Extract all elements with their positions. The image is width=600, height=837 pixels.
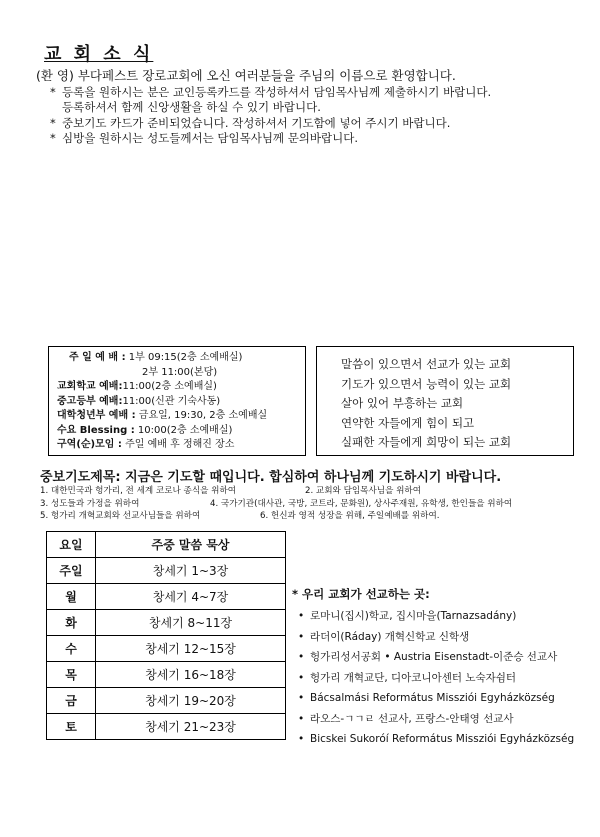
mission-title: * 우리 교회가 선교하는 곳: (292, 587, 430, 601)
worship-row: 구역(순)모임 : 주일 예배 후 정해진 장소 (57, 439, 235, 450)
table-row: 금 창세기 19~20장 (47, 688, 286, 714)
prayer-item: 1. 대한민국과 헝가리, 전 세계 코로나 종식을 위하여 (40, 486, 237, 496)
table-header-row (47, 532, 286, 558)
worship-row: 대학청년부 예배 : 금요일, 19:30, 2층 소예배실 (57, 410, 268, 421)
list-item: • Bicskei Sukoróí Református Missziói Egyházközség (298, 733, 575, 745)
prayer-item: 2. 교회와 담임목사님을 위하여 (305, 486, 422, 496)
welcome-text: (환 영) 부다페스트 장로교회에 오신 여러분들을 주님의 이름으로 환영합니다. (36, 68, 456, 83)
worship-row: 수요 Blessing : 10:00(2층 소예배실) (57, 424, 233, 436)
prayer-title: 중보기도제목: 지금은 기도할 때입니다. 합심하여 하나님께 기도하시기 바랍니다. (40, 470, 502, 485)
table-row: 주일 창세기 1~3장 (47, 558, 286, 584)
church-vision-box (316, 346, 574, 456)
notice-item: * 중보기도 카드가 준비되었습니다. 작성하셔서 기도함에 넣어 주시기 바랍니다. (50, 116, 451, 130)
list-item: • 라오스-ㄱㄱㄹ 선교사, 프랑스-안태영 선교사 (298, 712, 514, 725)
table-row: 토 창세기 21~23장 (47, 714, 286, 740)
prayer-item: 3. 성도들과 가정을 위하여 (40, 498, 140, 509)
page-title: 교 회 소 식 (44, 44, 154, 65)
vision-line: 살아 있어 부흥하는 교회 (341, 396, 464, 410)
vision-line: 말씀이 있으면서 선교가 있는 교회 (341, 357, 512, 371)
table-row: 화 창세기 8~11장 (47, 610, 286, 636)
worship-row: 주 일 예 배 : 1부 09:15(2층 소예배실) (69, 352, 243, 363)
notice-item: * 심방을 원하시는 성도들께서는 담임목사님께 문의바랍니다. (50, 131, 358, 145)
list-item: • 헝가리 개혁교단, 디아코니아센터 노숙자쉼터 (298, 671, 517, 684)
notice-item: 등록하셔서 함께 신앙생활을 하실 수 있기 바랍니다. (62, 100, 321, 114)
vision-line: 실패한 자들에게 희망이 되는 교회 (341, 435, 512, 449)
header-day: 요일 (47, 532, 96, 558)
meditation-table (46, 531, 286, 740)
worship-row: 중고등부 예배:11:00(신관 기숙사동) (57, 395, 221, 407)
notice-item: * 등록을 원하시는 분은 교인등록카드를 작성하셔서 담임목사님께 제출하시기 바랍니다. (50, 85, 492, 99)
table-row: 월 창세기 4~7장 (47, 584, 286, 610)
worship-row: 교회학교 예배:11:00(2층 소예배실) (57, 381, 217, 392)
header-reading: 주중 말씀 묵상 (96, 532, 286, 558)
list-item: • 로마니(집시)학교, 집시마을(Tarnazsadány) (298, 610, 517, 622)
list-item: • Bácsalmási Református Missziói Egyházközség (298, 692, 555, 704)
prayer-list (40, 485, 580, 525)
prayer-item: 4. 국가기관(대사관, 국방, 코트라, 문화원), 상사주재원, 유학생, 한인들을 위하여 (210, 498, 513, 509)
vision-line: 연약한 자들에게 힘이 되고 (341, 415, 475, 430)
list-item: • 라더이(Ráday) 개혁신학교 신학생 (298, 630, 470, 643)
prayer-item: 6. 헌신과 영적 성장을 위해, 주일예배를 위하여. (260, 511, 440, 521)
list-item: • 헝가리성서공회 • Austria Eisenstadt-이준승 선교사 (298, 651, 558, 663)
vision-line: 기도가 있으면서 능력이 있는 교회 (341, 376, 512, 391)
worship-row: 2부 11:00(본당) (142, 366, 218, 378)
mission-list (298, 606, 574, 750)
prayer-item: 5. 헝가리 개혁교회와 선교사님들을 위하여 (40, 511, 201, 521)
worship-schedule-box (48, 346, 306, 456)
table-row: 목 창세기 16~18장 (47, 662, 286, 688)
table-row: 수 창세기 12~15장 (47, 636, 286, 662)
